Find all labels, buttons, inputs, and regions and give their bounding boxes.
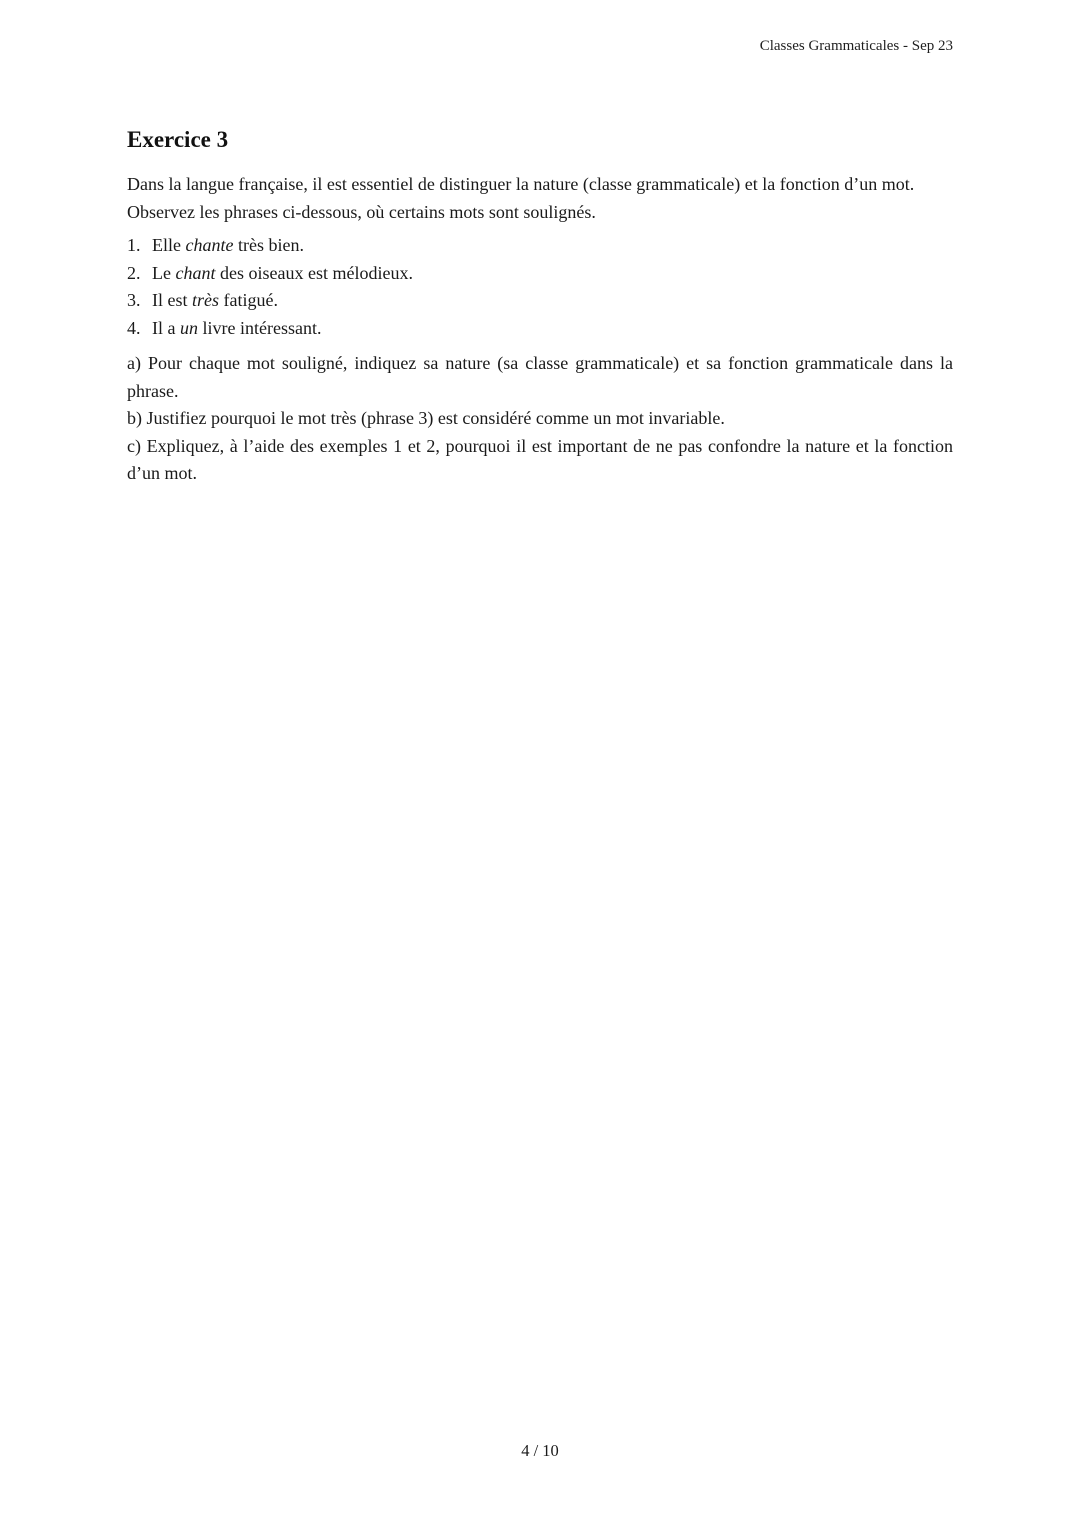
intro-paragraph: Dans la langue française, il est essentiel de distinguer la nature (classe grammaticale) et la fonction d’un mot. bbox=[127, 174, 915, 194]
header-text: Classes Grammaticales - Sep 23 bbox=[759, 38, 953, 54]
exercise-title: Exercice 3 bbox=[127, 127, 229, 152]
page-number bbox=[0, 1441, 1080, 1461]
list-sentence bbox=[152, 287, 278, 315]
question-c: c) Expliquez, à l’aide des exemples 1 et 2, pourquoi il est important de ne pas confondre la nature et la fonction d’un mot. bbox=[127, 435, 953, 483]
sentence-highlight: chante bbox=[185, 235, 234, 255]
sentence-highlight: un bbox=[179, 317, 198, 338]
page-number-text: 4 / 10 bbox=[521, 1441, 559, 1460]
sentence-pre: Il est bbox=[152, 290, 192, 310]
list-number: 1. bbox=[127, 235, 141, 255]
list-item-2 bbox=[127, 260, 953, 288]
list-item-3 bbox=[127, 287, 953, 315]
list-item-1 bbox=[127, 232, 953, 260]
question-a: a) Pour chaque mot souligné, indiquez sa nature (sa classe grammaticale) et sa fonction grammaticale dans la phrase. bbox=[127, 353, 953, 401]
list-number: 4. bbox=[127, 317, 141, 338]
list-sentence bbox=[152, 260, 413, 288]
page-header bbox=[127, 36, 953, 57]
sentence-post: des oiseaux est mélodieux. bbox=[215, 262, 413, 283]
list-number: 3. bbox=[127, 290, 141, 310]
questions-block bbox=[127, 350, 953, 488]
question-b: b) Justifiez pourquoi le mot très (phrase 3) est considéré comme un mot invariable. bbox=[127, 408, 725, 428]
list-item-4 bbox=[127, 315, 953, 343]
list-number: 2. bbox=[127, 262, 141, 283]
sentence-post: très bien. bbox=[233, 235, 304, 255]
sentence-post: fatigué. bbox=[219, 290, 278, 310]
sentence-post: livre intéressant. bbox=[197, 317, 322, 338]
sentence-highlight: très bbox=[192, 290, 219, 310]
sentence-highlight: chant bbox=[175, 262, 216, 283]
sentence-pre: Le bbox=[152, 262, 176, 283]
intro-block bbox=[127, 171, 953, 226]
list-sentence bbox=[152, 315, 321, 343]
list-sentence bbox=[152, 232, 304, 260]
page-content bbox=[0, 0, 1080, 488]
intro-instruction: Observez les phrases ci-dessous, où certains mots sont soulignés. bbox=[127, 201, 596, 222]
sentence-list bbox=[127, 232, 953, 342]
sentence-pre: Elle bbox=[152, 235, 186, 255]
sentence-pre: Il a bbox=[152, 317, 180, 338]
